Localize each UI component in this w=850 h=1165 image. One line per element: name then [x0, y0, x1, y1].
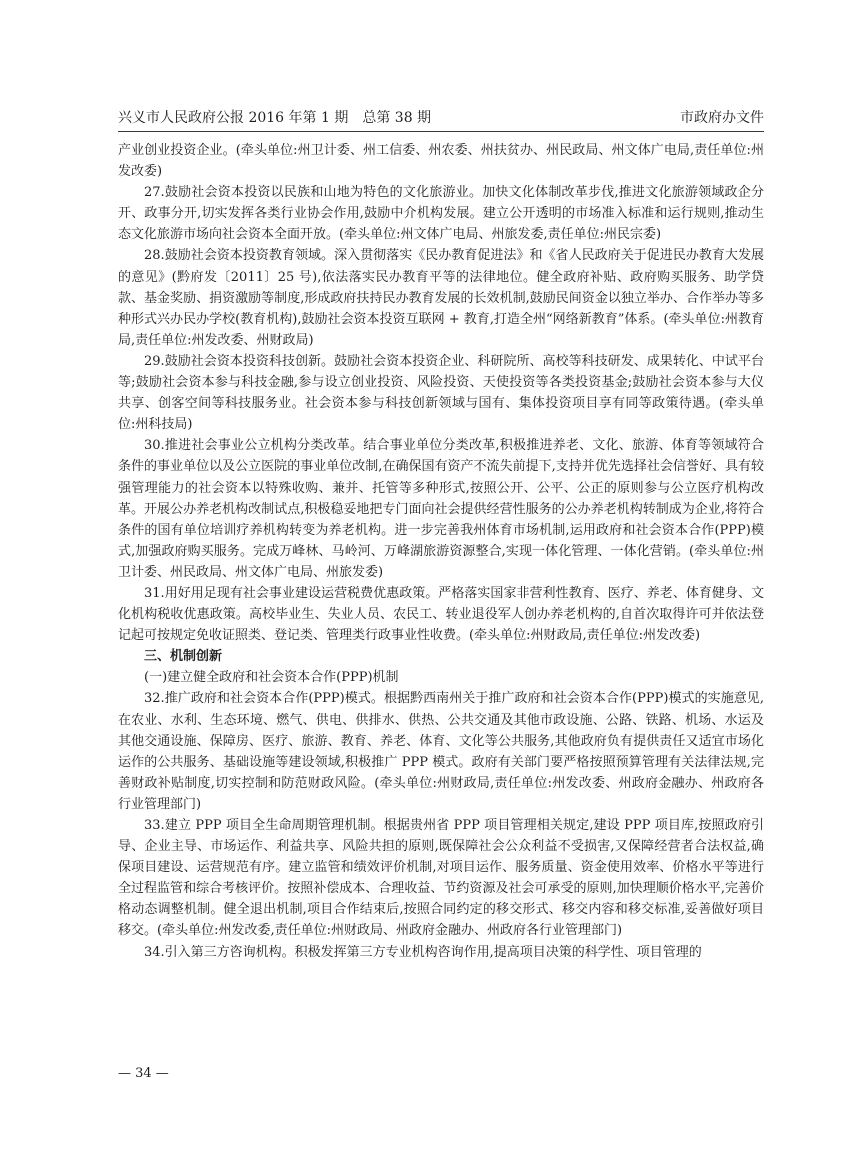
- subsection-heading: (一)建立健全政府和社会资本合作(PPP)机制: [144, 670, 399, 686]
- paragraph-27: 27.鼓励社会资本投资以民族和山地为特色的文化旅游业。加快文化体制改革步伐,推进文化旅游领域政企分开、政事分开,切实发挥各类行业协会作用,鼓励中介机构发展。建立公开透明的市场准入标准和运行规则,推动生态文化旅游市场向社会资本全面开放。(牵头单位:州文体广电局、州旅发委,责任单位:州民宗委): [118, 185, 764, 243]
- paragraph-28: 28.鼓励社会资本投资教育领域。深入贯彻落实《民办教育促进法》和《省人民政府关于促进民办教育大发展的意见》(黔府发〔2011〕25 号),依法落实民办教育平等的法律地位。健全政府补贴、政府购买服务、助学贷款、基金奖励、捐资激励等制度,形成政府扶持民办教育发展的长效机制,鼓励民间资金以独立举办、合作举办等多种形式兴办民办学校(教育机构),鼓励社会资本投资互联网 + 教育,打造全州“网络新教育”体系。(牵头单位:州教育局,责任单位:州发改委、州财政局): [118, 248, 764, 348]
- header-rule: [118, 131, 764, 132]
- paragraph-continuation: 产业创业投资企业。(牵头单位:州卫计委、州工信委、州农委、州扶贫办、州民政局、州文体广电局,责任单位:州发改委): [118, 143, 764, 180]
- header-publication-title: 兴义市人民政府公报 2016 年第 1 期 总第 38 期: [118, 110, 432, 126]
- header-section-title: 市政府办文件: [680, 110, 764, 126]
- paragraph-29: 29.鼓励社会资本投资科技创新。鼓励社会资本投资企业、科研院所、高校等科技研发、成果转化、中试平台等;鼓励社会资本参与科技金融,参与设立创业投资、风险投资、天使投资等各类投资基金;鼓励社会资本参与大仪共享、创客空间等科技服务业。社会资本参与科技创新领域与国有、集体投资项目享有同等政策待遇。(牵头单位:州科技局): [118, 353, 764, 433]
- section-heading: 三、机制创新: [144, 649, 223, 665]
- page-header: [118, 107, 764, 131]
- paragraph-34: 34.引入第三方咨询机构。积极发挥第三方专业机构咨询作用,提高项目决策的科学性、项目管理的: [144, 944, 702, 960]
- paragraph-30: 30.推进社会事业公立机构分类改革。结合事业单位分类改革,积极推进养老、文化、旅游、体育等领域符合条件的事业单位以及公立医院的事业单位改制,在确保国有资产不流失前提下,支持并优先选择社会信誉好、具有较强管理能力的社会资本以特殊收购、兼并、托管等多种形式,按照公开、公平、公正的原则参与公立医疗机构改革。开展公办养老机构改制试点,积极稳妥地把专门面向社会提供经营性服务的公办养老机构转制成为企业,将符合条件的国有单位培训疗养机构转变为养老机构。进一步完善我州体育市场机制,运用政府和社会资本合作(PPP)模式,加强政府购买服务。完成万峰林、马岭河、万峰湖旅游资源整合,实现一体化管理、一体化营销。(牵头单位:州卫计委、州民政局、州文体广电局、州旅发委): [118, 438, 764, 580]
- paragraph-31: 31.用好用足现有社会事业建设运营税费优惠政策。严格落实国家非营利性教育、医疗、养老、体育健身、文化机构税收优惠政策。高校毕业生、失业人员、农民工、转业退役军人创办养老机构的,自首次取得许可并依法登记起可按规定免收证照类、登记类、管理类行政事业性收费。(牵头单位:州财政局,责任单位:州发改委): [118, 585, 764, 644]
- document-body: [118, 140, 764, 963]
- paragraph-32: 32.推广政府和社会资本合作(PPP)模式。根据黔西南州关于推广政府和社会资本合作(PPP)模式的实施意见,在农业、水利、生态环境、燃气、供电、供排水、供热、公共交通及其他市政设施、公路、铁路、机场、水运及其他交通设施、保障房、医疗、旅游、教育、养老、体育、文化等公共服务,其他政府负有提供责任又适宜市场化运作的公共服务、基础设施等建设领域,积极推广 PPP 模式。政府有关部门要严格按照预算管理有关法律法规,完善财政补贴制度,切实控制和防范财政风险。(牵头单位:州财政局,责任单位:州发改委、州政府金融办、州政府各行业管理部门): [118, 691, 764, 812]
- paragraph-33: 33.建立 PPP 项目全生命周期管理机制。根据贵州省 PPP 项目管理相关规定,建设 PPP 项目库,按照政府引导、企业主导、市场运作、利益共享、风险共担的原则,既保障社会公众利益不受损害,又保障经营者合法权益,确保项目建设、运营规范有序。建立监管和绩效评价机制,对项目运作、服务质量、资金使用效率、价格水平等进行全过程监管和综合考核评价。按照补偿成本、合理收益、节约资源及社会可承受的原则,加快理顺价格水平,完善价格动态调整机制。健全退出机制,项目合作结束后,按照合同约定的移交形式、移交内容和移交标准,妥善做好项目移交。(牵头单位:州发改委,责任单位:州财政局、州政府金融办、州政府各行业管理部门): [118, 818, 764, 939]
- page-number: — 34 —: [118, 1066, 169, 1081]
